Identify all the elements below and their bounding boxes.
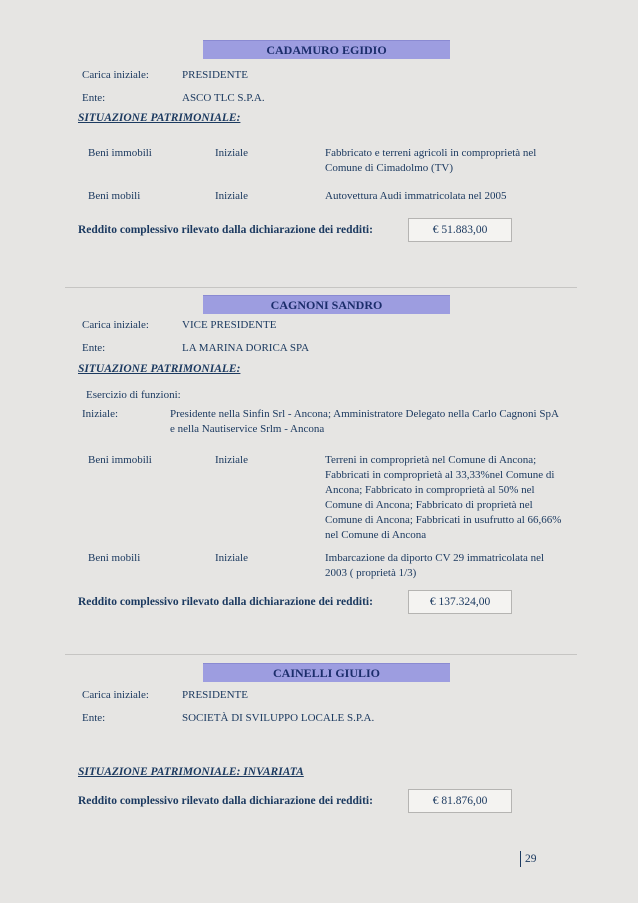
ente-value: LA MARINA DORICA SPA	[182, 342, 310, 354]
reddito-value-box	[408, 218, 512, 242]
beni-mobili-description: Autovettura Audi immatricolata nel 2005	[325, 190, 507, 202]
iniziale-label: Iniziale	[215, 552, 248, 564]
beni-immobili-description: Fabbricato e terreni agricoli in comproprietà nel Comune di Cimadolmo (TV)	[325, 147, 537, 174]
situazione-heading: SITUAZIONE PATRIMONIALE:	[78, 112, 241, 124]
beni-mobili-label: Beni mobili	[88, 552, 141, 564]
esercizio-label: Esercizio di funzioni:	[86, 389, 181, 401]
reddito-label: Reddito complessivo rilevato dalla dichiarazione dei redditi:	[78, 223, 373, 236]
beni-mobili-row	[78, 189, 580, 204]
reddito-row	[78, 590, 580, 614]
ente-label: Ente:	[82, 712, 106, 724]
carica-row	[78, 688, 580, 703]
carica-label: Carica iniziale:	[82, 319, 149, 331]
situazione-heading: SITUAZIONE PATRIMONIALE:	[78, 363, 241, 375]
beni-immobili-label: Beni immobili	[88, 454, 152, 466]
reddito-label: Reddito complessivo rilevato dalla dichiarazione dei redditi:	[78, 595, 373, 608]
iniziale-label: Iniziale:	[82, 408, 119, 420]
section-divider	[65, 654, 577, 655]
ente-value: SOCIETÀ DI SVILUPPO LOCALE S.P.A.	[182, 712, 375, 724]
carica-label: Carica iniziale:	[82, 69, 149, 81]
carica-label: Carica iniziale:	[82, 689, 149, 701]
beni-immobili-row	[78, 453, 580, 543]
ente-row	[78, 341, 580, 356]
iniziale-label: Iniziale	[215, 147, 248, 159]
reddito-value: € 137.324,00	[429, 595, 491, 608]
beni-mobili-description: Imbarcazione da diporto CV 29 immatricolata nel 2003 ( proprietà 1/3)	[325, 552, 545, 579]
page-number: 29	[520, 851, 537, 867]
esercizio-iniziale-description: Presidente nella Sinfin Srl - Ancona; Amministratore Delegato nella Carlo Cagnoni SpA e nella Nautiservice Srlm - Ancona	[170, 408, 559, 435]
section-divider	[65, 287, 577, 288]
reddito-value-box	[408, 590, 512, 614]
beni-immobili-description: Terreni in comproprietà nel Comune di Ancona; Fabbricati in comproprietà al 33,33%nel Comune di Ancona; Fabbricato in comproprietà al 50% nel Comune di Ancona; Fabbricato di proprietà nel Comune di Ancona; Fabbricati in usufrutto al 66,66% nel Comune di Ancona	[325, 454, 562, 541]
situazione-heading: SITUAZIONE PATRIMONIALE: INVARIATA	[78, 766, 304, 778]
beni-immobili-label: Beni immobili	[88, 147, 152, 159]
carica-value: PRESIDENTE	[182, 69, 248, 81]
beni-mobili-label: Beni mobili	[88, 190, 141, 202]
person-name-banner	[203, 40, 450, 59]
reddito-value: € 81.876,00	[432, 794, 488, 807]
reddito-value-box	[408, 789, 512, 813]
esercizio-iniziale-row	[78, 407, 580, 437]
iniziale-label: Iniziale	[215, 190, 248, 202]
person-name: CAGNONI SANDRO	[270, 298, 383, 312]
ente-value: ASCO TLC S.P.A.	[182, 92, 265, 104]
ente-label: Ente:	[82, 92, 106, 104]
ente-row	[78, 711, 580, 726]
beni-mobili-row	[78, 551, 580, 581]
iniziale-label: Iniziale	[215, 454, 248, 466]
beni-immobili-row	[78, 146, 580, 176]
carica-row	[78, 68, 580, 83]
carica-row	[78, 318, 580, 333]
ente-row	[78, 91, 580, 106]
carica-value: PRESIDENTE	[182, 689, 248, 701]
person-name-banner	[203, 295, 450, 314]
person-name: CADAMURO EGIDIO	[266, 43, 387, 57]
carica-value: VICE PRESIDENTE	[182, 319, 277, 331]
reddito-value: € 51.883,00	[432, 223, 488, 236]
reddito-label: Reddito complessivo rilevato dalla dichiarazione dei redditi:	[78, 794, 373, 807]
person-name: CAINELLI GIULIO	[272, 666, 381, 680]
reddito-row	[78, 789, 580, 813]
reddito-row	[78, 218, 580, 242]
ente-label: Ente:	[82, 342, 106, 354]
person-name-banner	[203, 663, 450, 682]
